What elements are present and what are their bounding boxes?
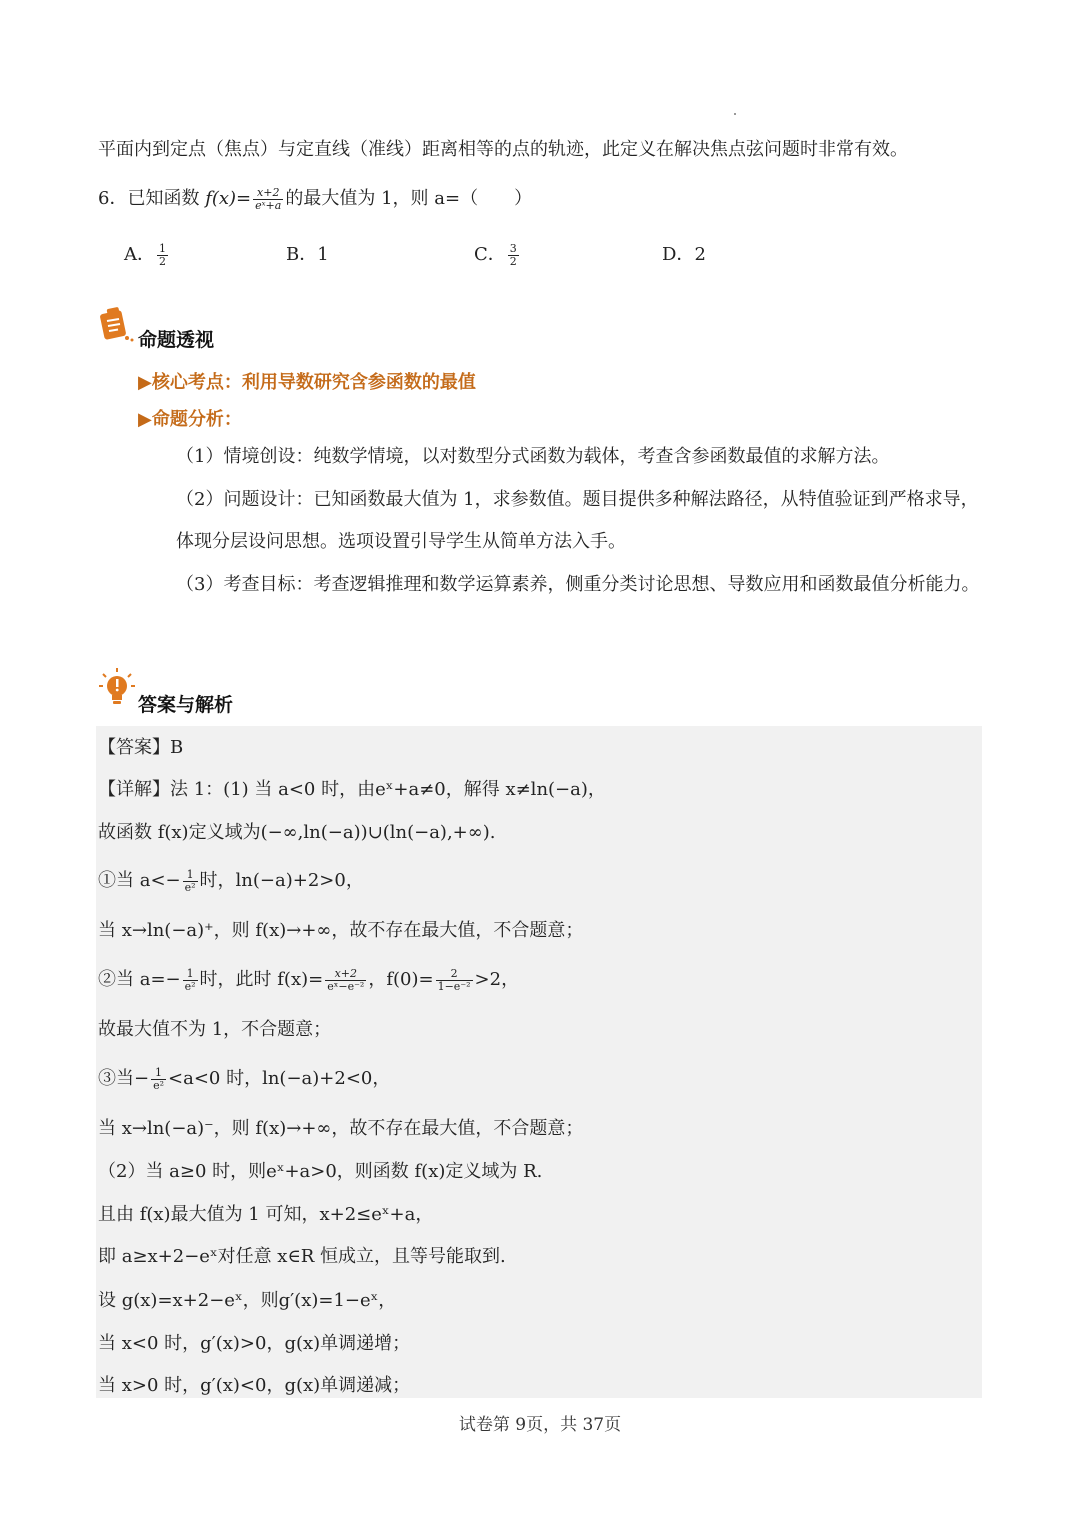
option-a-den: 2 [159,254,166,268]
solution-line-5 [98,965,519,995]
solution-line-9: （2）当 a≥0 时，则eˣ+a>0，则函数 f(x)定义域为 R. [98,1161,543,1182]
l7-pre: ③当− [98,1068,150,1089]
lightbulb-icon [97,666,137,708]
option-b-text: 1 [317,244,329,265]
question-prefix: 6．已知函数 [98,188,206,209]
l7-post: <a<0 时，ln(−a)+2<0， [168,1068,391,1089]
l5-mid2: ，f(0)= [368,969,434,990]
option-a-num: 1 [159,241,166,255]
option-a-fraction [157,243,168,268]
core-point: ▶核心考点：利用导数研究含参函数的最值 [138,372,476,393]
option-a[interactable] [124,240,170,270]
solution-line-12: 设 g(x)=x+2−eˣ，则g′(x)=1−eˣ， [98,1290,397,1311]
solution-line-4: 当 x→ln(−a)⁺，则 f(x)→+∞，故不存在最大值，不合题意； [98,920,584,941]
solution-line-14: 当 x>0 时，g′(x)<0，g(x)单调递减； [98,1375,411,1396]
l3-post: 时，ln(−a)+2>0， [199,870,364,891]
l7-num: 1 [151,1067,166,1080]
l5-den2: eˣ−e⁻² [327,979,365,993]
option-b[interactable] [286,240,329,270]
l5-num2: x+2 [325,968,366,981]
question-fraction [253,187,283,212]
speck [734,113,736,115]
option-d[interactable] [662,240,706,270]
section-title-answer: 答案与解析 [138,694,234,716]
question-a: a=（ ） [434,188,533,209]
question-suffix: 的最大值为 1，则 [285,188,435,209]
solution-line-8: 当 x→ln(−a)⁻，则 f(x)→+∞，故不存在最大值，不合题意； [98,1118,584,1139]
solution-line-11: 即 a≥x+2−eˣ对任意 x∈R 恒成立，且等号能取到. [98,1246,506,1267]
l3-den: e² [184,880,196,894]
option-d-text: 2 [694,244,706,265]
analysis-label: ▶命题分析： [138,409,242,430]
l5-fraction-1 [183,968,198,993]
l3-fraction [183,869,198,894]
solution-line-2: 故函数 f(x)定义域为(−∞,ln(−a))∪(ln(−a),+∞). [98,822,496,843]
option-c-label: C． [474,244,506,265]
l5-num3: 2 [436,968,473,981]
l5-pre: ②当 a=− [98,969,181,990]
solution-line-3 [98,866,364,896]
fraction-denominator: eˣ+a [255,198,282,212]
page-footer: 试卷第 9页，共 37页 [458,1415,622,1435]
l5-fraction-3 [436,968,473,993]
l5-den3: 1−e⁻² [437,979,471,993]
fraction-numerator: x+2 [253,187,283,200]
solution-line-6: 故最大值不为 1，不合题意； [98,1019,332,1040]
option-c-num: 3 [509,241,517,255]
option-a-label: A． [124,244,155,265]
solution-line-1: 【详解】法 1：(1) 当 a<0 时，由eˣ+a≠0，解得 x≠ln(−a)， [98,779,606,800]
l5-fraction-2 [325,968,366,993]
l5-den: e² [184,979,196,993]
l7-fraction [151,1067,166,1092]
solution-line-7 [98,1064,390,1094]
solution-line-13: 当 x<0 时，g′(x)>0，g(x)单调递增； [98,1333,411,1354]
l5-post: >2， [474,969,520,990]
l5-num: 1 [183,968,198,981]
question-fx: f(x)= [205,188,252,209]
l7-den: e² [153,1078,165,1092]
option-c-fraction [508,243,519,268]
analysis-p2: （2）问题设计：已知函数最大值为 1，求参数值。题目提供多种解法路径，从特值验证到严格求导，体现分层设问思想。选项设置引导学生从简单方法入手。 [176,489,979,552]
option-c-den: 2 [509,254,517,268]
question-6 [98,184,532,214]
answer-line: 【答案】B [98,737,184,758]
solution-line-10: 且由 f(x)最大值为 1 可知，x+2≤eˣ+a， [98,1204,434,1225]
option-b-label: B． [286,244,318,265]
l3-pre: ①当 a<− [98,870,181,891]
l5-mid: 时，此时 f(x)= [199,969,324,990]
analysis-p1: （1）情境创设：纯数学情境，以对数型分式函数为载体，考查含参函数最值的求解方法。 [176,446,890,467]
option-c[interactable] [474,240,521,270]
section-title-analysis: 命题透视 [138,329,215,351]
analysis-p3: （3）考查目标：考查逻辑推理和数学运算素养，侧重分类讨论思想、导数应用和函数最值分析能力。 [176,574,980,595]
clipboard-icon [96,304,136,344]
option-d-label: D． [662,244,695,265]
intro-text: 平面内到定点（焦点）与定直线（准线）距离相等的点的轨迹，此定义在解决焦点弦问题时非常有效。 [98,139,908,160]
l3-num: 1 [183,869,198,882]
